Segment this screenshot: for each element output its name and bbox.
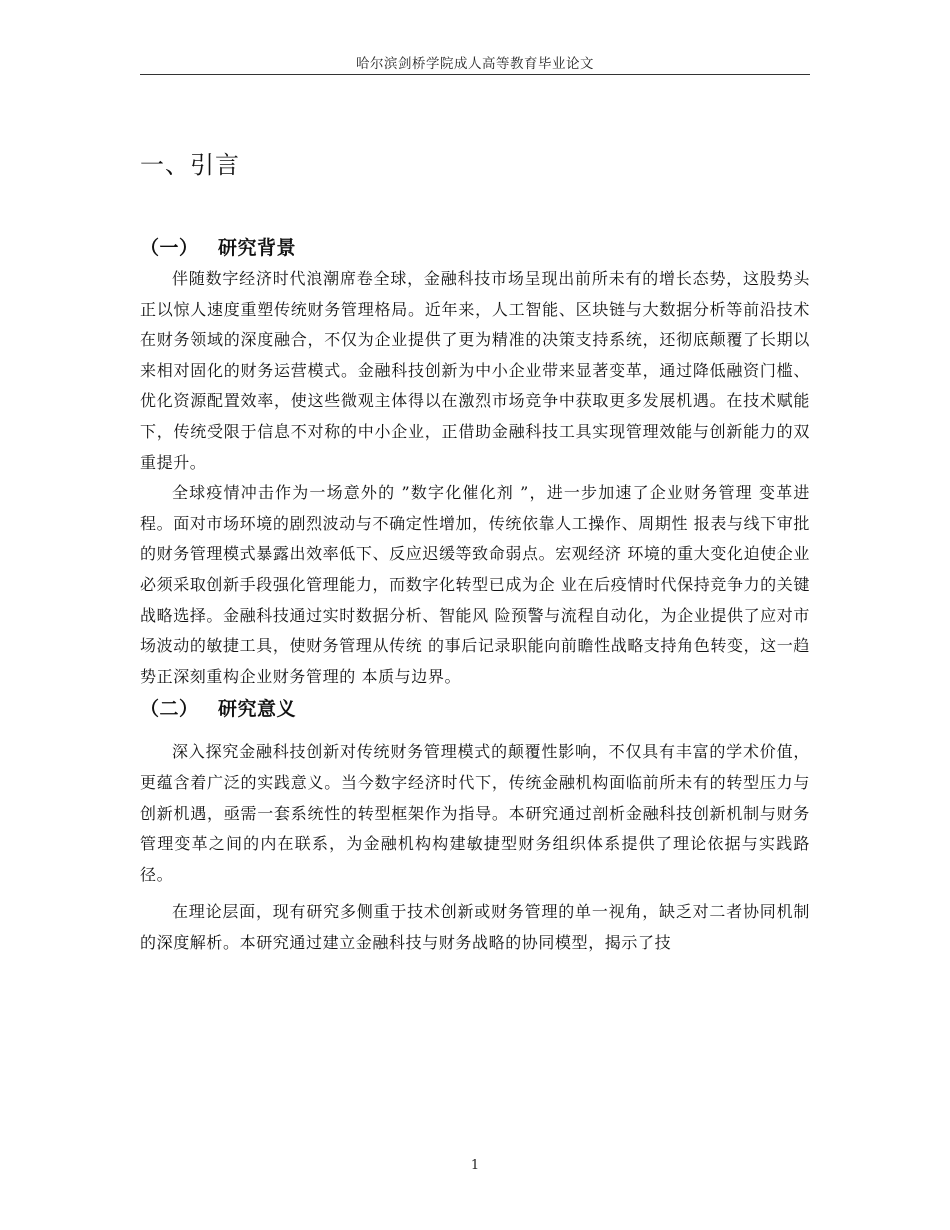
section-title: 研究背景 — [218, 237, 297, 259]
page-body — [140, 148, 810, 958]
section-heading-background — [140, 233, 810, 263]
chapter-title: 一、引言 — [140, 151, 240, 179]
section-heading-significance — [140, 694, 810, 724]
section-number: （一） — [140, 237, 199, 259]
page-number: 1 — [470, 1158, 480, 1173]
running-header: 哈尔滨剑桥学院成人高等教育毕业论文 — [356, 56, 594, 72]
body-paragraph: 全球疫情冲击作为一场意外的 ”数字化催化剂 ”，进一步加速了企业财务管理 变革进程。面对市场环境的剧烈波动与不确定性增加，传统依靠人工操作、周期性 报表与线下审批的财务管理模式暴露出效率低下、反应迟缓等致命弱点。宏观经济 环境的重大变化迫使企业必须采取创新手段强化管理能力，而数字化转型已成为企 业在后疫情时代保持竞争力的关键战略选择。金融科技通过实时数据分析、智能风 险预警与流程自动化，为企业提供了应对市场波动的敏捷工具，使财务管理从传统 的事后记录职能向前瞻性战略支持角色转变，这一趋势正深刻重构企业财务管理的 本质与边界。 — [140, 483, 810, 686]
header-rule — [140, 74, 810, 75]
body-paragraph: 伴随数字经济时代浪潮席卷全球，金融科技市场呈现出前所未有的增长态势，这股势头正以惊人速度重塑传统财务管理格局。近年来，人工智能、区块链与大数据分析等前沿技术在财务领域的深度融合，不仅为企业提供了更为精准的决策支持系统，还彻底颠覆了长期以来相对固化的财务运营模式。金融科技创新为中小企业带来显著变革，通过降低融资门槛、优化资源配置效率，使这些微观主体得以在激烈市场竞争中获取更多发展机遇。在技术赋能下，传统受限于信息不对称的中小企业，正借助金融科技工具实现管理效能与创新能力的双重提升。 — [140, 269, 810, 472]
body-paragraph: 在理论层面，现有研究多侧重于技术创新或财务管理的单一视角，缺乏对二者协同机制的深度解析。本研究通过建立金融科技与财务战略的协同模型，揭示了技 — [140, 902, 810, 952]
section-number: （二） — [140, 698, 199, 721]
section-title: 研究意义 — [218, 698, 297, 721]
body-paragraph: 深入探究金融科技创新对传统财务管理模式的颠覆性影响，不仅具有丰富的学术价值，更蕴含着广泛的实践意义。当今数字经济时代下，传统金融机构面临前所未有的转型压力与创新机遇，亟需一套系统性的转型框架作为指导。本研究通过剖析金融科技创新机制与财务管理变革之间的内在联系，为金融机构构建敏捷型财务组织体系提供了理论依据与实践路径。 — [140, 742, 810, 884]
